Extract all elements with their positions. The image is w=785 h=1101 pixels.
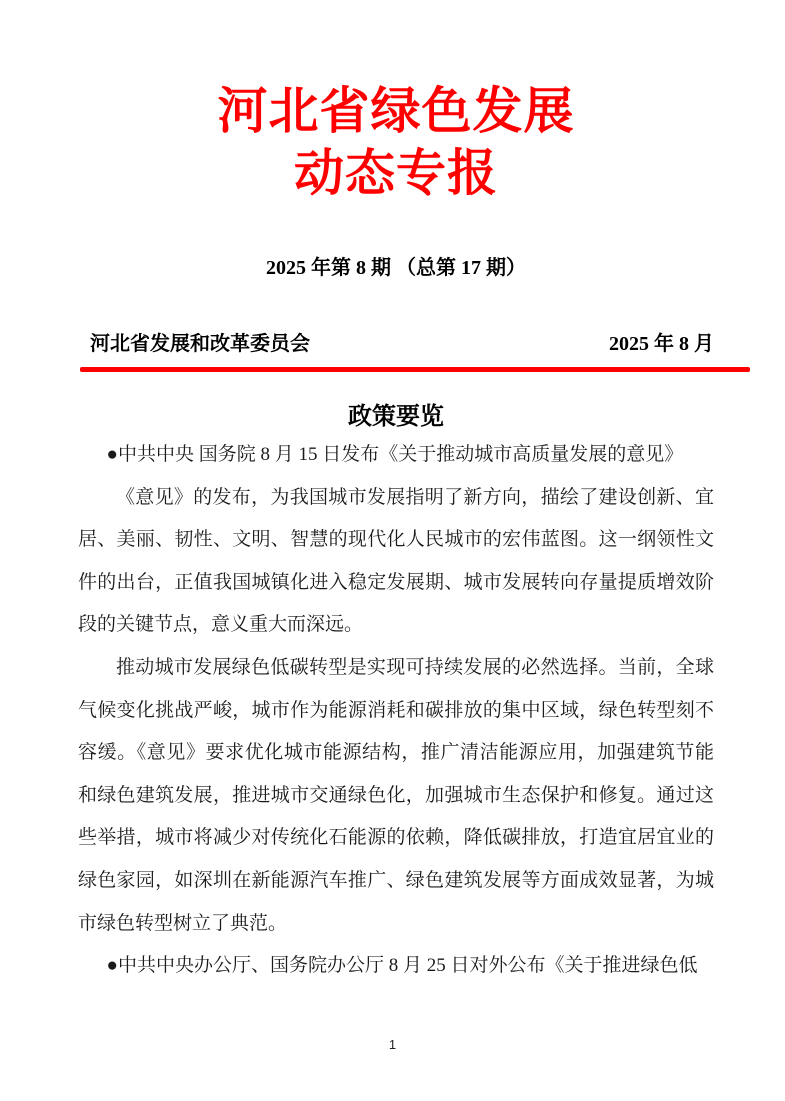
title-line-1: 河北省绿色发展 <box>217 83 575 139</box>
title-line-2: 动态专报 <box>294 145 498 201</box>
publisher-row <box>78 330 714 358</box>
document-content <box>78 80 714 988</box>
section-heading: 政策要览 <box>348 404 444 430</box>
paragraphs <box>78 434 714 988</box>
body-paragraph: 推动城市发展绿色低碳转型是实现可持续发展的必然选择。当前，全球气候变化挑战严峻，城市作为能源消耗和碳排放的集中区域，绿色转型刻不容缓。《意见》要求优化城市能源结构，推广清洁能源应用，加强建筑节能和绿色建筑发展，推进城市交通绿色化，加强城市生态保护和修复。通过这些举措，城市将减少对传统化石能源的依赖，降低碳排放，打造宜居宜业的绿色家园，如深圳在新能源汽车推广、绿色建筑发展等方面成效显著，为城市绿色转型树立了典范。 <box>78 656 714 934</box>
bullet-paragraph: ●中共中央办公厅、国务院办公厅 8 月 25 日对外公布《关于推进绿色低 <box>106 955 698 977</box>
bullet-paragraph: ●中共中央 国务院 8 月 15 日发布《关于推动城市高质量发展的意见》 <box>106 444 684 465</box>
issue-info: 2025 年第 8 期 （总第 17 期） <box>266 257 526 279</box>
body-paragraph: 《意见》的发布，为我国城市发展指明了新方向，描绘了建设创新、宜居、美丽、韧性、文明、智慧的现代化人民城市的宏伟蓝图。这一纲领性文件的出台，正值我国城镇化进入稳定发展期、城市发展转向存量提质增效阶段的关键节点，意义重大而深远。 <box>78 486 714 636</box>
page-number: 1 <box>388 1037 397 1052</box>
publisher-name: 河北省发展和改革委员会 <box>90 333 310 355</box>
divider-rule <box>80 367 750 372</box>
document-title <box>78 80 714 204</box>
publish-date: 2025 年 8 月 <box>609 333 714 355</box>
